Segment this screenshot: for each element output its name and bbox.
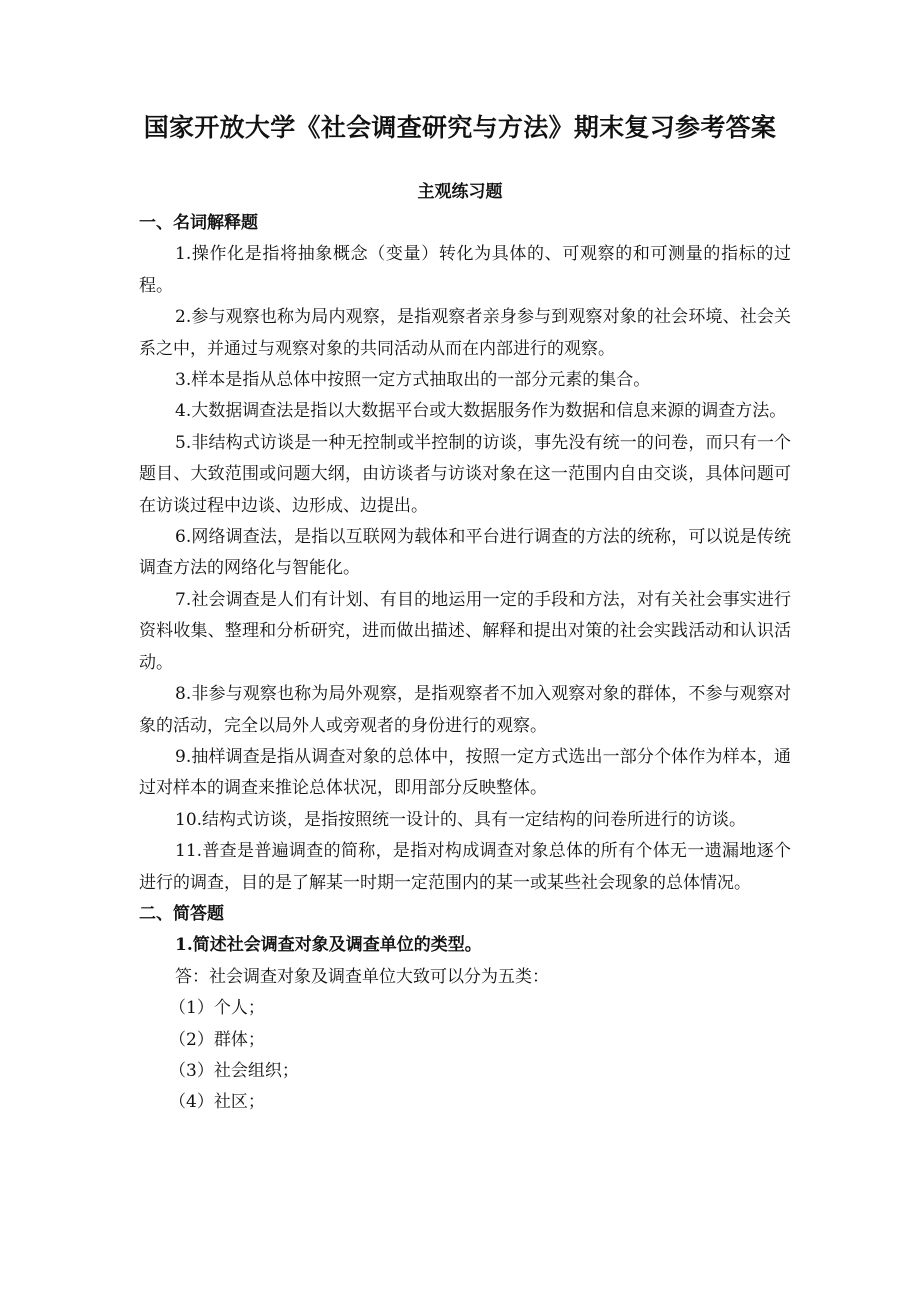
term-definition-7: 7.社会调查是人们有计划、有目的地运用一定的手段和方法，对有关社会事实进行资料收集、整理和分析研究，进而做出描述、解释和提出对策的社会实践活动和认识活动。 (139, 589, 791, 673)
term-definition-10: 10.结构式访谈，是指按照统一设计的、具有一定结构的问卷所进行的访谈。 (175, 809, 747, 830)
term-definition-11: 11.普查是普遍调查的简称，是指对构成调查对象总体的所有个体无一遗漏地逐个进行的调查，目的是了解某一时期一定范围内的某一或某些社会现象的总体情况。 (139, 841, 791, 893)
answer-intro: 答：社会调查对象及调查单位大致可以分为五类： (175, 966, 549, 987)
answer-item-1: （1）个人； (169, 998, 265, 1019)
section-heading-terms: 一、名词解释题 (139, 213, 258, 233)
term-definition-5: 5.非结构式访谈是一种无控制或半控制的访谈，事先没有统一的问卷，而只有一个题目、大致范围或问题大纲，由访谈者与访谈对象在这一范围内自由交谈，具体问题可在访谈过程中边谈、边形成、边提出。 (139, 432, 791, 516)
term-definition-2: 2.参与观察也称为局内观察，是指观察者亲身参与到观察对象的社会环境、社会关系之中，并通过与观察对象的共同活动从而在内部进行的观察。 (139, 307, 791, 359)
section-heading-short-answer: 二、简答题 (139, 903, 224, 924)
term-definition-4: 4.大数据调查法是指以大数据平台或大数据服务作为数据和信息来源的调查方法。 (175, 401, 787, 422)
document-body (139, 208, 791, 1119)
answer-item-3: （3）社会组织； (169, 1060, 299, 1081)
answer-item-2: （2）群体； (169, 1029, 265, 1050)
question-1: 1.简述社会调查对象及调查单位的类型。 (175, 935, 482, 956)
term-definition-8: 8.非参与观察也称为局外观察，是指观察者不加入观察对象的群体，不参与观察对象的活动，完全以局外人或旁观者的身份进行的观察。 (139, 684, 791, 736)
answer-item-4: （4）社区； (169, 1092, 265, 1113)
term-definition-3: 3.样本是指从总体中按照一定方式抽取出的一部分元素的集合。 (175, 370, 651, 391)
term-definition-1: 1.操作化是指将抽象概念（变量）转化为具体的、可观察的和可测量的指标的过程。 (139, 244, 791, 296)
document-subtitle: 主观练习题 (417, 182, 503, 202)
term-definition-9: 9.抽样调查是指从调查对象的总体中，按照一定方式选出一部分个体作为样本，通过对样本的调查来推论总体状况，即用部分反映整体。 (139, 746, 791, 799)
term-definition-6: 6.网络调查法，是指以互联网为载体和平台进行调查的方法的统称，可以说是传统调查方法的网络化与智能化。 (139, 527, 791, 579)
document-title: 国家开放大学《社会调查研究与方法》期末复习参考答案 (143, 113, 777, 142)
